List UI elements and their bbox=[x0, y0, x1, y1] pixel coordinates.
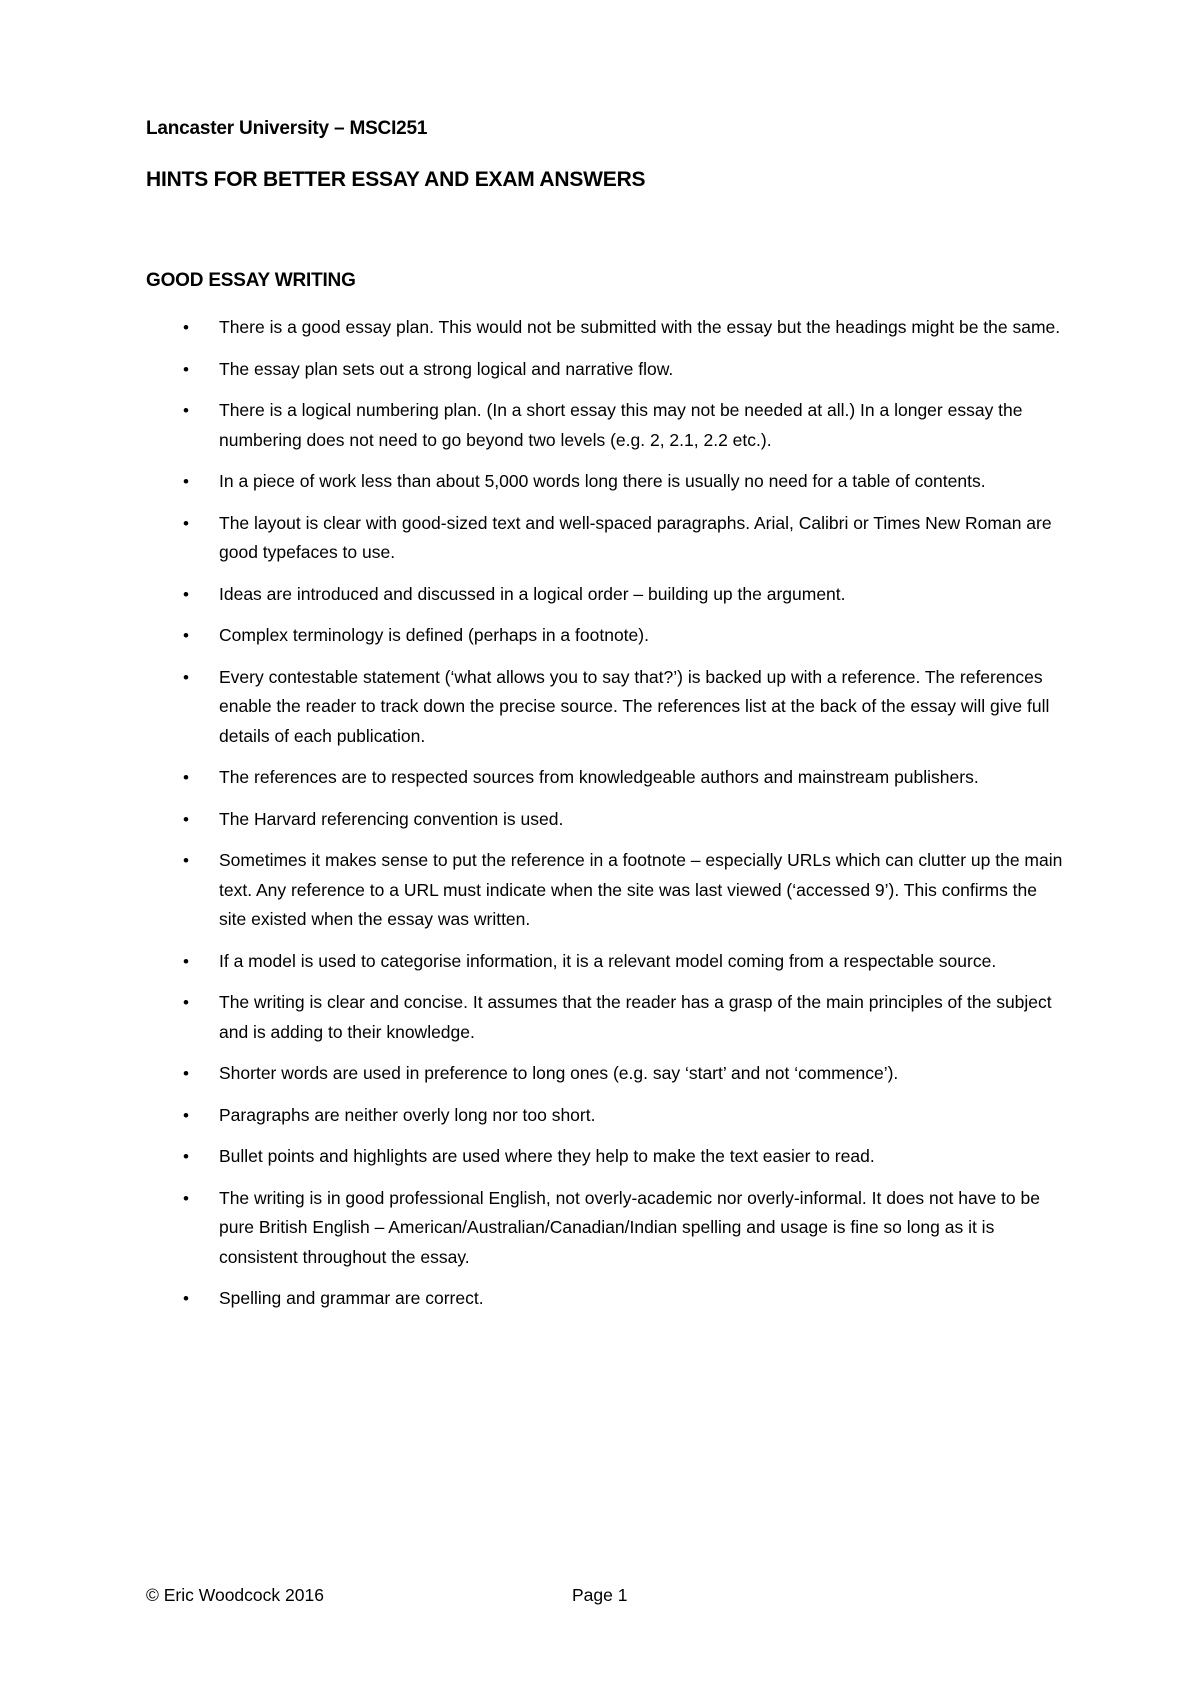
list-item bbox=[146, 1142, 1066, 1172]
section-heading: GOOD ESSAY WRITING bbox=[146, 270, 356, 291]
bullet-icon: • bbox=[183, 626, 189, 645]
list-item-text: Paragraphs are neither overly long nor too short. bbox=[219, 1104, 596, 1125]
list-item bbox=[146, 467, 1066, 497]
list-item bbox=[146, 1184, 1066, 1273]
list-item bbox=[146, 947, 1066, 977]
list-item-text: In a piece of work less than about 5,000 words long there is usually no need for a table of contents. bbox=[219, 471, 986, 491]
list-item-text: Bullet points and highlights are used where they help to make the text easier to read. bbox=[219, 1146, 875, 1166]
list-item-text: Sometimes it makes sense to put the reference in a footnote – especially URLs which can clutter up the main text. Any reference to a URL must indicate when the site was last viewed (‘accessed 9’). This confirms the site existed when the essay was written. bbox=[219, 850, 1063, 929]
bullet-icon: • bbox=[183, 1105, 189, 1125]
bullet-icon: • bbox=[183, 667, 189, 687]
footer-page-number: Page 1 bbox=[572, 1585, 628, 1605]
bullet-icon: • bbox=[183, 993, 189, 1012]
list-item-text: The references are to respected sources from knowledgeable authors and mainstream publishers. bbox=[219, 767, 979, 787]
bullet-icon: • bbox=[183, 513, 189, 533]
bullet-icon: • bbox=[183, 1188, 189, 1208]
list-item-text: There is a good essay plan. This would not be submitted with the essay but the headings might be the same. bbox=[219, 317, 1061, 337]
footer-copyright: © Eric Woodcock 2016 bbox=[146, 1585, 324, 1605]
list-item bbox=[146, 1284, 1066, 1314]
document-title: HINTS FOR BETTER ESSAY AND EXAM ANSWERS bbox=[146, 168, 646, 191]
bullet-list bbox=[146, 313, 1066, 1326]
list-item-text: The essay plan sets out a strong logical and narrative flow. bbox=[219, 358, 674, 379]
list-item bbox=[146, 988, 1066, 1047]
bullet-icon: • bbox=[183, 472, 189, 491]
bullet-icon: • bbox=[183, 851, 189, 870]
list-item bbox=[146, 509, 1066, 568]
list-item-text: If a model is used to categorise information, it is a relevant model coming from a respectable source. bbox=[219, 950, 997, 971]
list-item-text: Spelling and grammar are correct. bbox=[219, 1288, 484, 1308]
bullet-icon: • bbox=[183, 809, 189, 829]
list-item bbox=[146, 355, 1066, 385]
list-item-text: There is a logical numbering plan. (In a short essay this may not be needed at all.) In a longer essay the numbering does not need to go beyond two levels (e.g. 2, 2.1, 2.2 etc.). bbox=[219, 400, 1023, 450]
list-item-text: The layout is clear with good-sized text and well-spaced paragraphs. Arial, Calibri or Times New Roman are good typefaces to use. bbox=[219, 512, 1052, 562]
list-item-text: The writing is clear and concise. It assumes that the reader has a grasp of the main principles of the subject and is adding to their knowledge. bbox=[219, 992, 1052, 1042]
bullet-icon: • bbox=[183, 401, 189, 420]
list-item bbox=[146, 846, 1066, 935]
bullet-icon: • bbox=[183, 318, 189, 337]
bullet-icon: • bbox=[183, 584, 189, 604]
list-item bbox=[146, 805, 1066, 835]
list-item-text: Complex terminology is defined (perhaps in a footnote). bbox=[219, 625, 649, 645]
bullet-icon: • bbox=[183, 768, 189, 787]
bullet-icon: • bbox=[183, 1064, 189, 1083]
bullet-icon: • bbox=[183, 359, 189, 379]
list-item bbox=[146, 621, 1066, 651]
bullet-icon: • bbox=[183, 951, 189, 971]
list-item-text: Ideas are introduced and discussed in a logical order – building up the argument. bbox=[219, 583, 846, 604]
bullet-icon: • bbox=[183, 1289, 189, 1308]
list-item bbox=[146, 1059, 1066, 1089]
list-item-text: Shorter words are used in preference to long ones (e.g. say ‘start’ and not ‘commence’). bbox=[219, 1063, 899, 1083]
course-line: Lancaster University – MSCI251 bbox=[146, 118, 428, 139]
list-item-text: The writing is in good professional English, not overly-academic nor overly-informal. It does not have to be pure British English – American/Australian/Canadian/Indian spelling and usage is fine so long as it is consistent throughout the essay. bbox=[219, 1187, 1040, 1267]
list-item bbox=[146, 580, 1066, 610]
list-item bbox=[146, 313, 1066, 343]
list-item-text: Every contestable statement (‘what allows you to say that?’) is backed up with a reference. The references enable the reader to track down the precise source. The references list at the back of the essay will give full details of each publication. bbox=[219, 666, 1050, 746]
list-item bbox=[146, 763, 1066, 793]
list-item bbox=[146, 396, 1066, 455]
bullet-icon: • bbox=[183, 1147, 189, 1166]
list-item bbox=[146, 1101, 1066, 1131]
list-item bbox=[146, 663, 1066, 752]
list-item-text: The Harvard referencing convention is used. bbox=[219, 808, 564, 829]
